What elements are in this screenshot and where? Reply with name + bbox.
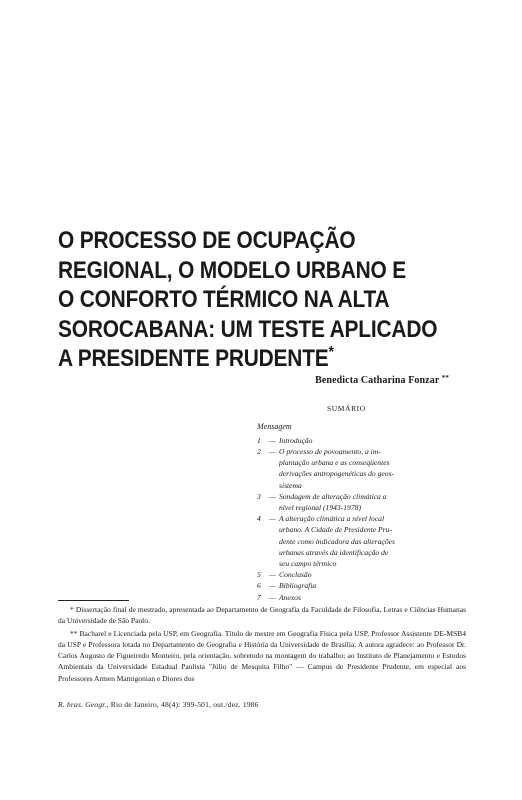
toc-entry-number: 5 xyxy=(257,570,261,580)
toc-entry-line: seu campo térmico xyxy=(279,558,337,568)
toc-entry-number: 7 xyxy=(257,592,261,602)
toc-entry xyxy=(257,592,457,603)
toc-entry-text xyxy=(279,446,457,491)
table-of-contents xyxy=(257,421,457,603)
toc-entry-dash: — xyxy=(269,570,276,580)
author-name xyxy=(315,375,449,386)
toc-entry-text xyxy=(279,580,457,591)
title-line: O CONFORTO TÉRMICO NA ALTA xyxy=(58,286,390,313)
footnote-rule xyxy=(58,600,129,601)
toc-intro: Mensagem xyxy=(257,422,292,431)
toc-entry xyxy=(257,569,457,580)
title-line: REGIONAL, O MODELO URBANO E xyxy=(58,256,406,284)
toc-entry-text xyxy=(279,513,457,569)
toc-entry-dash: — xyxy=(269,581,276,591)
toc-entry xyxy=(257,446,457,491)
journal-citation xyxy=(58,700,259,709)
toc-entry-line: Bibliografia xyxy=(279,581,317,591)
author-name-text: Benedicta Catharina Fonzar xyxy=(315,375,440,386)
toc-entry xyxy=(257,580,457,591)
toc-entry-dash: — xyxy=(269,514,276,524)
toc-entry-line: A alteração climática a nível local xyxy=(279,514,385,524)
footnotes xyxy=(58,604,466,684)
toc-entry-text xyxy=(279,491,457,513)
title-line: O PROCESSO DE OCUPAÇÃO xyxy=(58,227,356,254)
title-line xyxy=(58,344,423,374)
toc-entry-line: sistema xyxy=(279,480,302,490)
toc-entry-line: Anexos xyxy=(279,592,301,602)
author-footnote-mark: ** xyxy=(441,374,449,382)
toc-entry xyxy=(257,513,457,569)
toc-entry-number: 4 xyxy=(257,514,261,524)
toc-entry-line: Introdução xyxy=(279,435,313,445)
toc-entry-number: 1 xyxy=(257,435,261,445)
toc-entry-number: 6 xyxy=(257,581,261,591)
toc-entry-line: plantação urbana e as conseqüentes xyxy=(279,458,390,468)
article-title xyxy=(58,226,438,374)
toc-entry xyxy=(257,491,457,513)
toc-entry-dash: — xyxy=(269,435,276,445)
title-line: SOROCABANA: UM TESTE APLICADO xyxy=(58,315,438,343)
toc-entry xyxy=(257,435,457,446)
toc-entry-number: 2 xyxy=(257,446,261,456)
toc-entry-line: O processo de povoamento, a im- xyxy=(279,446,381,456)
toc-entry-line: urbanas através da identificação de xyxy=(279,547,389,557)
summary-heading: SUMÁRIO xyxy=(327,404,366,413)
toc-items xyxy=(257,435,457,603)
footnote: * Dissertação final de mestrado, apresentada ao Departamento de Geografia da Faculdade de Filosofia, Letras e Ciências Humanas da Universidade de São Paulo. xyxy=(58,605,466,626)
journal-name: R. bras. Geogr., xyxy=(58,700,109,709)
citation-details: Rio de Janeiro, 48(4): 399-501, out./dez. 1986 xyxy=(110,700,259,709)
toc-entry-line: urbano. A Cidade de Presidente Pru- xyxy=(279,525,392,535)
title-line-text: A PRESIDENTE PRUDENTE xyxy=(58,345,329,372)
toc-entry-text xyxy=(279,592,457,603)
toc-entry-text xyxy=(279,569,457,580)
toc-entry-line: nível regional (1943-1978) xyxy=(279,502,361,512)
footnote: ** Bacharel e Licenciada pela USP, em Geografia. Título de mestre em Geografia Física pela USP, Professor Assistente DE-MSB4 da USP e Professora lotada no Departamento de Geografia e História da Universidade de Brasília. A autora agradece: ao Professor Dr. Carlos Augusto de Figueiredo Monteiro, pela orientação, sobretudo na montagem do trabalho; ao Instituto de Planejamento e Estudos Ambientais da Universidade Estadual Paulista "Júlio de Mesquita Filho" — Campus de Presidente Prudente, em especial aos Professores Armen Mamigonian e Diores dos xyxy=(58,629,466,683)
toc-entry-line: Conclusão xyxy=(279,570,312,580)
toc-entry-text xyxy=(279,435,457,446)
toc-entry-dash: — xyxy=(269,491,276,501)
title-footnote-mark: * xyxy=(328,344,334,361)
toc-entry-dash: — xyxy=(269,446,276,456)
toc-entry-line: Sondagem de alteração climática a xyxy=(279,491,387,501)
toc-entry-number: 3 xyxy=(257,491,261,501)
toc-entry-line: dente como indicadora das alterações xyxy=(279,536,395,546)
toc-entry-dash: — xyxy=(269,592,276,602)
toc-entry-line: derivações antropogenéticas do geos- xyxy=(279,469,395,479)
